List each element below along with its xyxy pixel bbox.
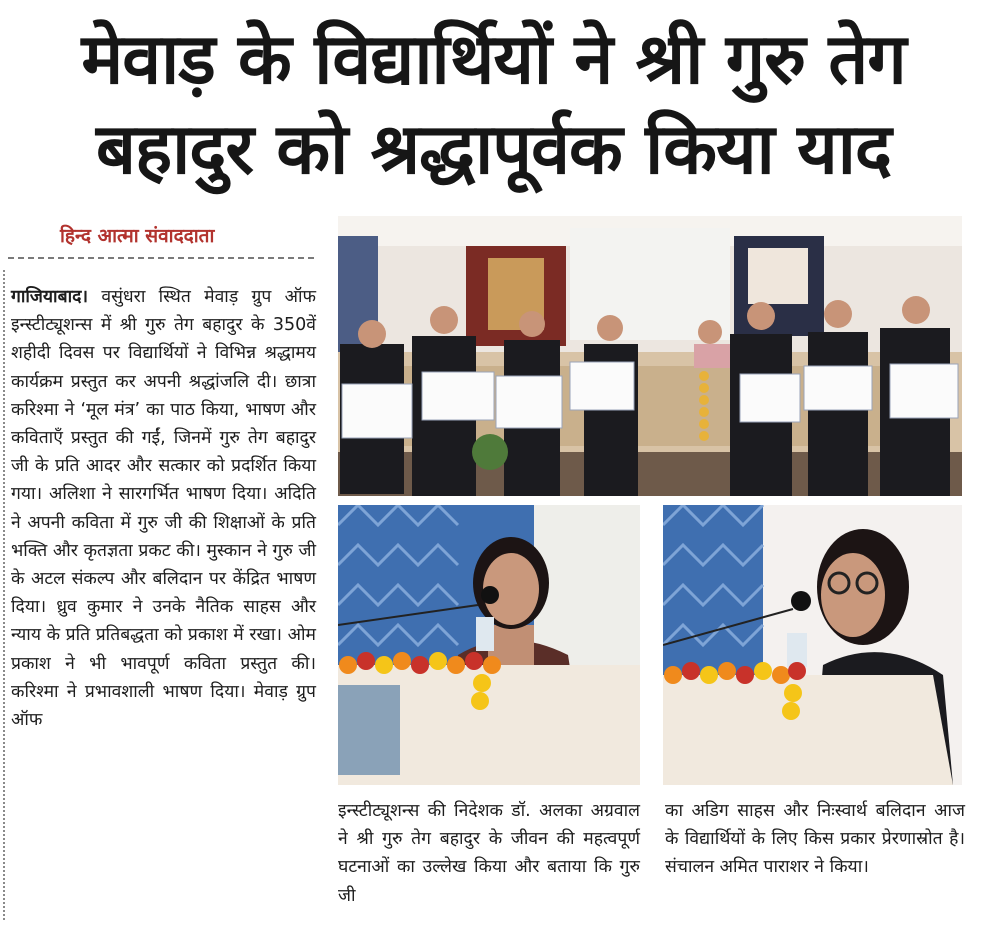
speaker-photo-student bbox=[663, 505, 962, 785]
article-body-1: वसुंधरा स्थित मेवाड़ ग्रुप ऑफ इन्स्टीट्यूशन्स में श्री गुरु तेग बहादुर के 350वें शहीदी दिवस पर विद्यार्थियों ने विभिन्न श्रद्धामय कार्यक्रम प्रस्तुत कर अपनी श्रद्धांजलि दी। छात्रा करिश्मा ने ‘मूल मंत्र’ का पाठ किया, भाषण और कविताएँ प्रस्तुत की गईं, जिनमें गुरु तेग बहादुर जी के प्रति आदर और सत्कार को प्रदर्शित किया गया। अलिशा ने सारगर्भित भाषण दिया। अदिति ने अपनी कविता में गुरु जी की शिक्षाओं के प्रति भक्ति और कृतज्ञता प्रकट की। मुस्कान ने गुरु जी के अटल संकल्प और बलिदान पर केंद्रित भाषण दिया। ध्रुव कुमार ने उनके नैतिक साहस और न्याय के प्रति प्रतिबद्धता को प्रकाश में रखा। ओम प्रकाश ने भी भावपूर्ण कविता प्रस्तुत की। करिश्मा ने प्रभावशाली भाषण दिया। मेवाड़ ग्रुप ऑफ bbox=[11, 287, 316, 731]
article-column-1 bbox=[11, 283, 316, 734]
column-divider bbox=[3, 270, 5, 920]
group-photo bbox=[338, 216, 962, 496]
article-column-3: का अडिग साहस और निःस्वार्थ बलिदान आज के विद्यार्थियों के लिए किस प्रकार प्रेरणास्रोत है। संचालन अमित पाराशर ने किया। bbox=[665, 801, 965, 878]
byline-divider bbox=[8, 257, 314, 259]
headline-line-2: बहादुर को श्रद्धापूर्वक किया याद bbox=[95, 108, 892, 190]
headline bbox=[0, 14, 987, 194]
dateline: गाजियाबाद। bbox=[11, 287, 89, 307]
group-photo-illustration bbox=[338, 216, 962, 496]
speaker-photo-director-illustration bbox=[338, 505, 640, 785]
speaker-photo-student-illustration bbox=[663, 505, 962, 785]
byline: हिन्द आत्मा संवाददाता bbox=[60, 225, 215, 247]
headline-line-1: मेवाड़ के विद्यार्थियों ने श्री गुरु तेग bbox=[81, 18, 906, 100]
article-column-2: इन्स्टीट्यूशन्स की निदेशक डॉ. अलका अग्रवाल ने श्री गुरु तेग बहादुर के जीवन की महत्वपूर्ण घटनाओं का उल्लेख किया और बताया कि गुरु जी bbox=[338, 801, 640, 906]
speaker-photo-director bbox=[338, 505, 640, 785]
